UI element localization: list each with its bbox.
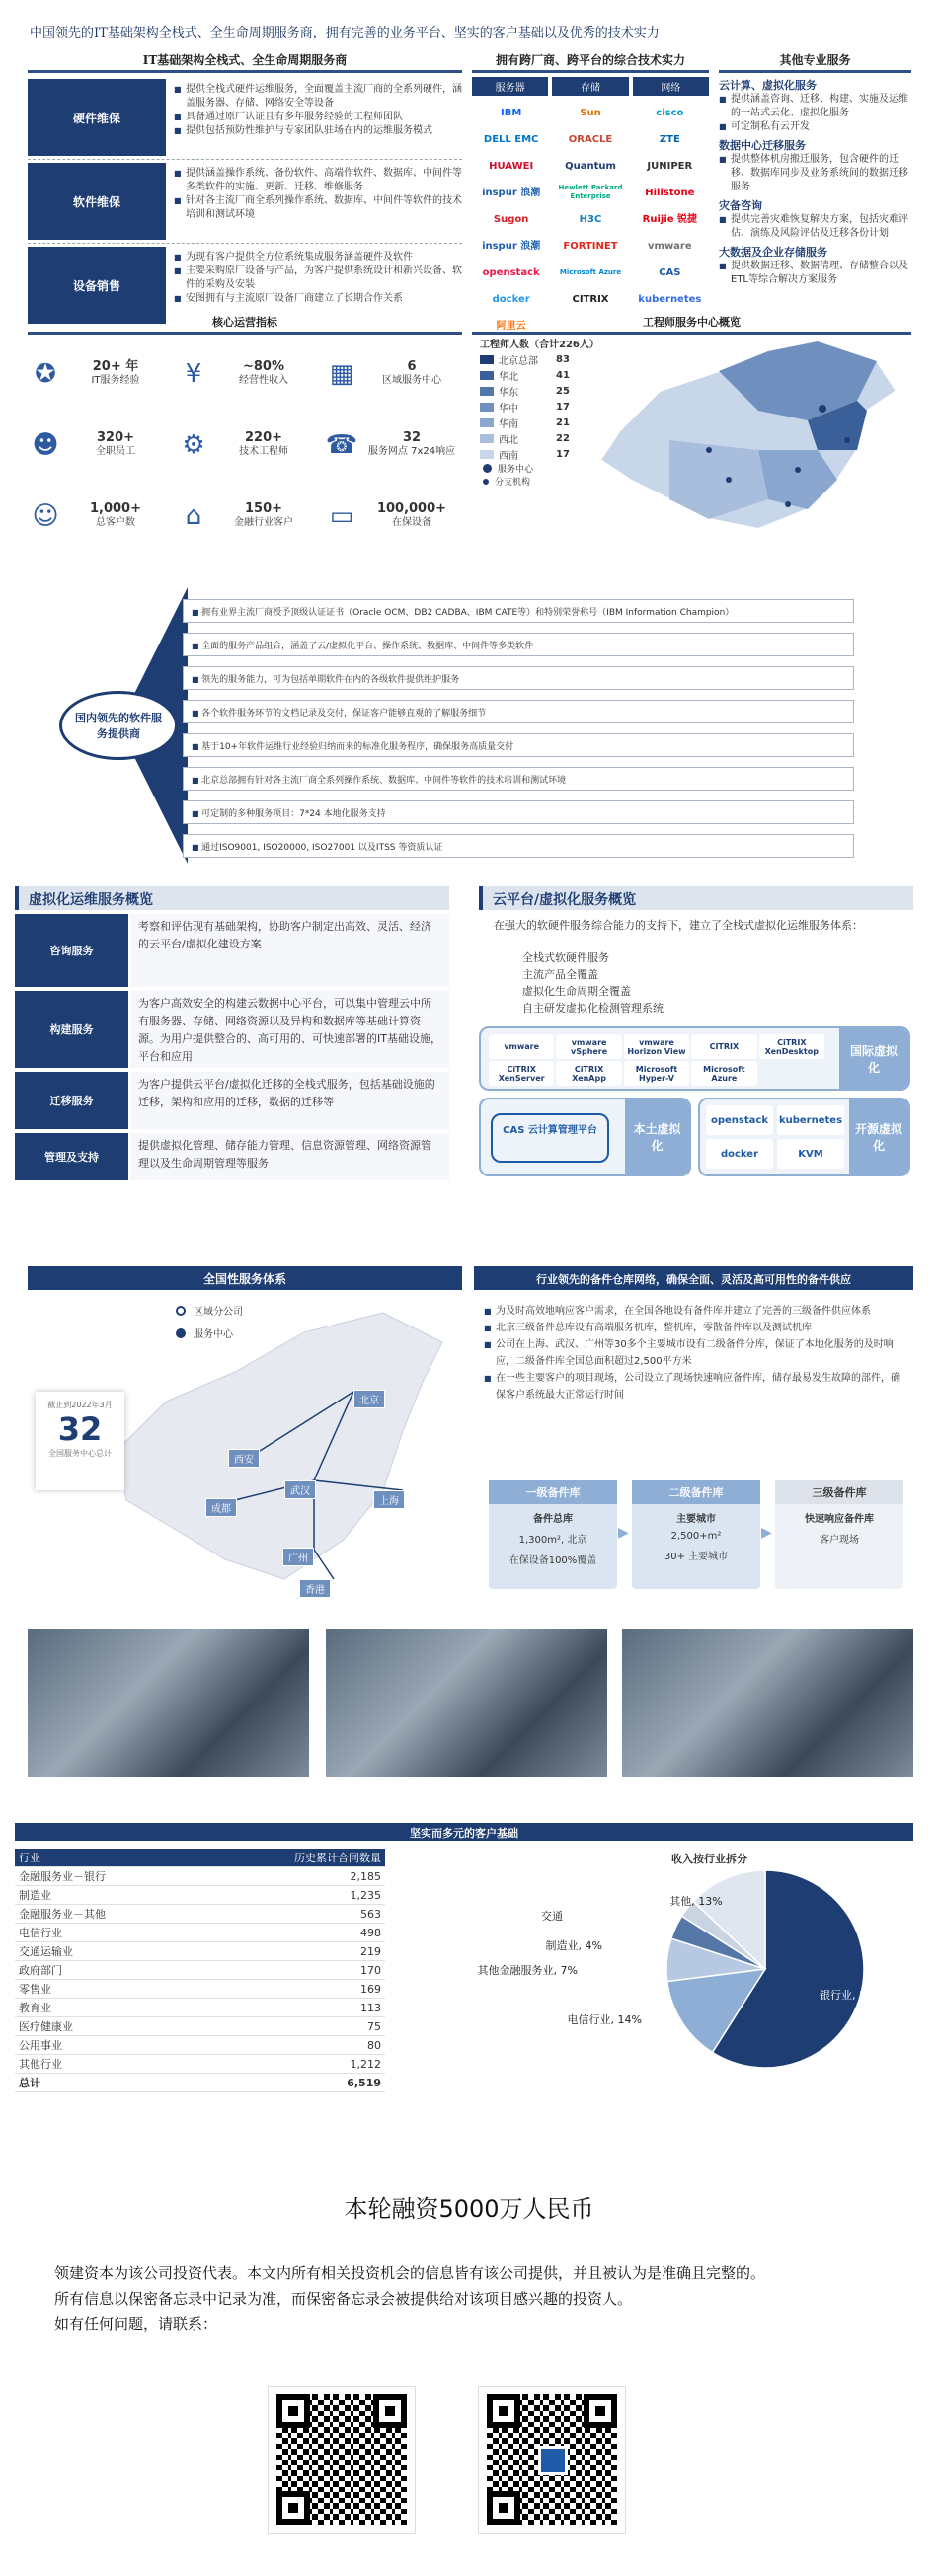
- virt-ops-title: 虚拟化运维服务概览: [15, 886, 449, 910]
- city-label: 北京: [353, 1390, 385, 1408]
- spare-tier-line: 客户现场: [820, 1535, 859, 1546]
- stat-label: 全职员工: [96, 446, 135, 457]
- vendor-logo-grid: [472, 100, 709, 339]
- service-row-item: ■ 为现有客户提供全方位系统集成服务涵盖硬件及软件: [174, 251, 462, 265]
- region-swatch: [480, 355, 494, 364]
- service-row-list: [174, 83, 462, 138]
- spare-tier: [775, 1480, 903, 1589]
- intl-virt-logo: CITRIX: [691, 1034, 756, 1059]
- stat-block: [28, 487, 166, 546]
- stat-label: 技术工程师: [239, 446, 288, 457]
- vendor-logo: Sun: [580, 107, 601, 118]
- stat-block: [28, 344, 166, 404]
- region-value: 17: [556, 402, 570, 413]
- virt-row-text: 考察和评估现有基础架构，协助客户制定出高效、灵活、经济的云平台/虚拟化建设方案: [130, 914, 449, 987]
- network-legend-row: [176, 1326, 243, 1340]
- cas-logo: CAS 云计算管理平台: [491, 1113, 609, 1163]
- leader-item: ■ 北京总部拥有针对各主流厂商全系列操作系统、数据库、中间件等软件的技术培训和测试环境: [183, 767, 854, 791]
- leader-item: ■ 拥有业界主流厂商授予顶级认证证书（Oracle OCM、DB2 CADBA、IBM CATE等）和特别荣誉称号（IBM Information Champion）: [183, 599, 854, 623]
- open-virt-label: 开源虚拟化: [849, 1099, 908, 1174]
- core-ops-title: 核心运营指标: [28, 314, 462, 335]
- pie-label: 制造业, 4%: [545, 1939, 602, 1952]
- industry-cell: 电信行业: [15, 1924, 200, 1942]
- spare-tier-line: 主要城市: [676, 1514, 716, 1525]
- region-name: 西南: [499, 451, 518, 462]
- other-service-group-title: 大数据及企业存储服务: [719, 246, 827, 259]
- pie-label: 其他, 13%: [669, 1895, 723, 1908]
- virt-row-text: 为客户高效安全的构建云数据中心平台，可以集中管理云中所有服务器、存储、网络资源以及异构和数据库等基础计算资源。为用户提供整合的、高可用的、可快速部署的IT基础设施，平台和应用: [130, 991, 449, 1068]
- industry-cell: 政府部门: [15, 1961, 200, 1980]
- spares-item: ■ 在一些主要客户的项目现场，公司设立了现场快速响应备件库，储存最易发生故障的部件，确保客户系统最大正常运行时间: [484, 1370, 908, 1403]
- contracts-cell: 2,185: [200, 1867, 386, 1886]
- region-name: 华南: [499, 419, 518, 430]
- region-name: 北京总部: [499, 356, 538, 367]
- industry-cell: 其他行业: [15, 2055, 200, 2074]
- table-row: [15, 2074, 385, 2092]
- contracts-cell: 169: [200, 1980, 386, 1999]
- service-row-list: [174, 251, 462, 306]
- region-swatch: [480, 418, 494, 427]
- china-map: [561, 332, 906, 539]
- vendor-logo: docker: [492, 293, 530, 305]
- region-value: 83: [556, 354, 570, 365]
- pie-title: 收入按行业拆分: [671, 1853, 747, 1865]
- engineer-title: 工程师服务中心概览: [472, 314, 911, 335]
- stat-label: 服务网点 7x24响应: [367, 446, 456, 457]
- vendor-logo: Hewlett Packard Enterprise: [558, 184, 623, 200]
- vendor-logo: Sugon: [493, 213, 529, 225]
- service-row-item: ■ 安图拥有与主流原厂设备厂商建立了长期合作关系: [174, 292, 462, 306]
- contracts-cell: 498: [200, 1924, 386, 1942]
- table-row: [15, 2036, 385, 2055]
- col-server: 服务器: [472, 77, 548, 96]
- spares-title: 行业领先的备件仓库网络，确保全面、灵活及高可用性的备件供应: [474, 1266, 913, 1290]
- funding-body: [54, 2260, 903, 2337]
- spares-list: [484, 1303, 908, 1403]
- vendor-logo: Microsoft Azure: [559, 267, 622, 276]
- table-row: [15, 1886, 385, 1905]
- tier-arrow-icon: ▶: [618, 1525, 629, 1541]
- intl-virt-logo: vmware Horizon View: [624, 1034, 689, 1059]
- contracts-cell: 563: [200, 1905, 386, 1924]
- data-center-photo-1: [28, 1629, 309, 1777]
- stat-block: [176, 416, 314, 475]
- legend-extra-label: 服务中心: [498, 465, 534, 475]
- service-row-item: ■ 针对各主流厂商全系列操作系统、数据库、中间件等软件的技术培训和测试环境: [174, 194, 462, 222]
- legend-extra-row: [480, 462, 598, 475]
- spare-tier: [632, 1480, 760, 1589]
- region-value: 22: [556, 433, 570, 444]
- service-center-label: 全国服务中心总计: [48, 1449, 112, 1458]
- region-value: 17: [556, 449, 570, 460]
- funding-title: 本轮融资5000万人民币: [344, 2195, 594, 2223]
- ecosystem-title: 拥有跨厂商、跨平台的综合技术实力: [472, 51, 709, 73]
- spare-tier-line: 在保设备100%覆盖: [508, 1555, 597, 1566]
- city-label: 西安: [228, 1449, 260, 1468]
- stat-block: [28, 416, 166, 475]
- vendor-logo: inspur 浪潮: [482, 187, 541, 198]
- leader-item: ■ 全面的服务产品组合，涵盖了云/虚拟化平台、操作系统、数据库、中间件等多类软件: [183, 633, 854, 656]
- spare-tier-title: 三级备件库: [775, 1480, 903, 1504]
- contracts-cell: 170: [200, 1961, 386, 1980]
- stat-block: [324, 344, 462, 404]
- engineer-panel: [472, 314, 911, 541]
- vendor-logo: Quantum: [565, 160, 616, 172]
- stat-value: 100,000+: [376, 501, 447, 516]
- other-service-item: ■ 提供数据迁移、数据清理、存储整合以及ETL等综合解决方案服务: [719, 260, 911, 287]
- service-row-item: ■ 提供涵盖操作系统、备份软件、高端作软件、数据库、中间件等多类软件的实施、更新、迁移、维修服务: [174, 167, 462, 194]
- as-of-date: 截止到2022年3月: [47, 1401, 113, 1409]
- open-virt-logo: docker: [706, 1139, 773, 1169]
- spares-item: ■ 为及时高效地响应客户需求，在全国各地设有备件库并建立了完善的三级备件供应体系: [484, 1303, 908, 1320]
- people-icon: ☺: [32, 501, 59, 531]
- pie-label: 其他金融服务业, 7%: [477, 1964, 578, 1977]
- industry-cell: 金融服务业－银行: [15, 1867, 200, 1886]
- vendor-logo: HUAWEI: [489, 160, 534, 172]
- funding-p3: 如有任何问题，请联系：: [54, 2315, 218, 2333]
- customers-table: [15, 1849, 385, 2092]
- table-row: [15, 2055, 385, 2074]
- service-row-label: 软件维保: [28, 163, 166, 240]
- table-row: [15, 1867, 385, 1886]
- network-legend-row: [176, 1303, 243, 1318]
- open-virt-logo: openstack: [706, 1105, 773, 1135]
- local-virt-box: [479, 1098, 691, 1176]
- intro-text: 中国领先的IT基础架构全栈式、全生命周期服务商，拥有完善的业务平台、坚实的客户基础以及优秀的技术实力: [30, 26, 660, 40]
- stat-text: [71, 502, 160, 530]
- network-map-panel: [28, 1293, 462, 1619]
- qr-code-2[interactable]: [479, 2387, 625, 2533]
- network-title: 全国性服务体系: [28, 1266, 462, 1290]
- region-value: 21: [556, 417, 570, 428]
- legend-extra-label: 分支机构: [495, 478, 531, 488]
- revenue-pie-chart: [477, 1865, 889, 2073]
- city-label: 香港: [299, 1579, 331, 1598]
- col-storage: 存储: [552, 77, 628, 96]
- service-row-item: ■ 提供全栈式硬件运维服务，全面覆盖主流厂商的全系列硬件，涵盖服务器、存储、网络安全等设备: [174, 83, 462, 111]
- pie-label: 电信行业, 14%: [567, 2013, 642, 2026]
- qr-code-1[interactable]: [269, 2387, 415, 2533]
- warehouse-photo: [622, 1629, 913, 1777]
- leader-item: ■ 各个软件服务环节的文档记录及交付，保证客户能够直观的了解服务细节: [183, 700, 854, 723]
- table-row: [15, 2017, 385, 2036]
- other-service-group-title: 数据中心迁移服务: [719, 139, 806, 152]
- cloud-bullet: 主流产品全覆盖: [522, 968, 598, 981]
- vendor-logo: ZTE: [659, 133, 680, 145]
- virt-row-label: 构建服务: [15, 991, 128, 1068]
- region-name: 华东: [499, 388, 518, 399]
- contracts-cell: 113: [200, 1999, 386, 2017]
- monitor-icon: ▭: [329, 501, 354, 531]
- vendor-logo: Hillstone: [645, 187, 695, 198]
- industry-cell: 零售业: [15, 1980, 200, 1999]
- cloud-title: 云平台/虚拟化服务概览: [479, 886, 913, 910]
- stat-value: 6: [407, 359, 417, 374]
- col-industry: 行业: [15, 1849, 200, 1867]
- leader-badge: 国内领先的软件服务提供商: [59, 691, 178, 760]
- table-row: [15, 1942, 385, 1961]
- ecosystem-panel: [472, 51, 709, 339]
- virt-row-label: 管理及支持: [15, 1133, 128, 1180]
- intl-virt-logo: CiTRIX XenApp: [556, 1061, 621, 1086]
- stat-value: 32: [402, 430, 422, 445]
- col-contracts: 历史累计合同数量: [200, 1849, 386, 1867]
- region-row: [480, 447, 598, 462]
- region-swatch: [480, 371, 494, 380]
- customers-title: 坚实而多元的客户基础: [15, 1823, 913, 1841]
- open-virt-logo: kubernetes: [777, 1105, 844, 1135]
- vendor-logo: JUNIPER: [647, 160, 693, 172]
- intl-virt-label: 国际虚拟化: [839, 1028, 908, 1089]
- service-row-item: ■ 主要采购原厂设备与产品，为客户提供系统设计和新兴设备、软件的采购及安装: [174, 265, 462, 292]
- engineer-legend-title: 工程师人数（合计226人）: [480, 340, 599, 350]
- stat-label: IT服务经验: [91, 375, 140, 386]
- other-services-panel: [719, 51, 911, 287]
- branch-icon: [483, 479, 489, 485]
- stat-text: [219, 502, 308, 530]
- virt-row-label: 迁移服务: [15, 1072, 128, 1129]
- industry-cell: 总计: [15, 2074, 200, 2092]
- pie-label: 银行业, 59%: [820, 1989, 884, 2002]
- other-service-list: [719, 213, 911, 241]
- intl-virt-logo: vmware vSphere: [556, 1034, 621, 1059]
- table-row: [15, 1961, 385, 1980]
- other-service-item: ■ 提供涵盖咨询、迁移、构建、实施及运维的一站式云化、虚拟化服务: [719, 93, 911, 120]
- stat-block: [176, 487, 314, 546]
- city-label: 成都: [205, 1498, 237, 1517]
- region-swatch: [480, 403, 494, 412]
- virt-row-text: 提供虚拟化管理、储存能力管理、信息资源管理、网络资源管理以及生命周期管理等服务: [130, 1133, 449, 1180]
- vendor-logo: cisco: [656, 107, 684, 118]
- virt-row-label: 咨询服务: [15, 914, 128, 987]
- leader-item: ■ 基于10+年软件运维行业经验归纳而来的标准化服务程序，确保服务高质量交付: [183, 733, 854, 757]
- other-services-title: 其他专业服务: [719, 51, 911, 73]
- service-row-item: ■ 提供包括预防性维护与专家团队驻场在内的运维服务模式: [174, 124, 462, 138]
- other-service-item: ■ 提供整体机房搬迁服务，包含硬件的迁移、数据库同步及业务系统间的数据迁移服务: [719, 153, 911, 194]
- staff-icon: ☻: [32, 430, 59, 460]
- region-row: [480, 400, 598, 415]
- stat-value: 20+ 年: [92, 359, 139, 374]
- industry-cell: 教育业: [15, 1999, 200, 2017]
- region-name: 华北: [499, 372, 518, 383]
- spare-tier-line: 快速响应备件库: [805, 1514, 874, 1525]
- stat-label: 在保设备: [392, 517, 431, 528]
- it-services-panel: [28, 51, 462, 330]
- legend-extra-row: [480, 475, 598, 488]
- stat-label: 总客户数: [96, 517, 135, 528]
- stat-text: [71, 431, 160, 459]
- other-service-list: [719, 93, 911, 134]
- spare-tier-line: 30+ 主要城市: [664, 1552, 729, 1562]
- row-divider: [28, 243, 462, 244]
- vendor-logo: inspur 浪潮: [482, 240, 541, 252]
- region-row: [480, 368, 598, 383]
- stat-label: 区域服务中心: [382, 375, 441, 386]
- service-center-count: 32: [57, 1410, 103, 1448]
- table-row: [15, 1924, 385, 1942]
- other-service-list: [719, 260, 911, 287]
- region-swatch: [480, 434, 494, 443]
- region-swatch: [480, 450, 494, 459]
- service-row-list: [174, 167, 462, 222]
- spare-tier-line: 1,300m², 北京: [518, 1535, 587, 1546]
- cloud-intro: 在强大的软硬件服务综合能力的支持下，建立了全栈式虚拟化运维服务体系：: [494, 919, 863, 932]
- region-row: [480, 416, 598, 430]
- cloud-bullet: 全栈式软硬件服务: [522, 951, 609, 964]
- other-service-item: ■ 提供完善灾难恢复解决方案，包括灾难评估、演练及风险评估及迁移各份计划: [719, 213, 911, 241]
- vendor-logo: H3C: [579, 213, 602, 225]
- region-row: [480, 352, 598, 367]
- vendor-logo: 阿里云: [496, 320, 526, 332]
- other-service-list: [719, 153, 911, 194]
- other-service-item: ■ 可定制私有云开发: [719, 120, 911, 134]
- service-network-map: [87, 1303, 452, 1599]
- col-network: 网络: [633, 77, 709, 96]
- stat-label: 金融行业客户: [234, 517, 293, 528]
- city-label: 广州: [282, 1548, 314, 1566]
- spare-tier-title: 二级备件库: [632, 1480, 760, 1504]
- contracts-cell: 1,235: [200, 1886, 386, 1905]
- industry-cell: 医疗健康业: [15, 2017, 200, 2036]
- row-divider: [28, 159, 462, 160]
- other-service-group-title: 云计算、虚拟化服务: [719, 79, 817, 92]
- contracts-cell: 75: [200, 2017, 386, 2036]
- vendor-logo: FORTINET: [563, 240, 618, 252]
- service-center-count-card: [36, 1392, 124, 1490]
- stat-value: 320+: [96, 430, 135, 445]
- stat-value: 220+: [244, 430, 283, 445]
- bank-icon: ⌂: [185, 501, 202, 531]
- stat-value: ~80%: [242, 359, 284, 374]
- region-row: [480, 384, 598, 399]
- stat-text: [71, 360, 160, 388]
- region-value: 41: [556, 370, 570, 381]
- network-legend-label: 服务中心: [194, 1329, 233, 1340]
- leader-item: ■ 通过ISO9001, ISO20000, ISO27001 以及ITSS 等资质认证: [183, 834, 854, 858]
- vendor-logo: vmware: [648, 240, 692, 252]
- data-center-photo-2: [326, 1629, 607, 1777]
- spares-item: ■ 北京三级备件总库设有高端服务机库，整机库，零散备件库以及测试机库: [484, 1320, 908, 1336]
- intl-virt-logo: Microsoft Hyper-V: [624, 1061, 689, 1086]
- vendor-logo: CITRIX: [572, 293, 609, 305]
- vendor-logo: DELL EMC: [483, 133, 539, 145]
- industry-cell: 交通运输业: [15, 1942, 200, 1961]
- building-icon: ▦: [329, 359, 354, 389]
- city-label: 上海: [373, 1490, 405, 1509]
- engineer-icon: ⚙: [182, 430, 205, 460]
- table-row: [15, 1905, 385, 1924]
- contracts-cell: 1,212: [200, 2055, 386, 2074]
- local-virt-label: 本土虚拟化: [625, 1099, 689, 1174]
- table-row: [15, 1980, 385, 1999]
- contracts-cell: 219: [200, 1942, 386, 1961]
- customers-table-wrap: [15, 1849, 385, 2092]
- contracts-cell: 80: [200, 2036, 386, 2055]
- stat-text: [367, 360, 456, 388]
- stat-block: [324, 416, 462, 475]
- leader-item: ■ 可定制的多种服务项目：7*24 本地化服务支持: [183, 800, 854, 824]
- city-label: 武汉: [284, 1480, 316, 1499]
- stat-block: [176, 344, 314, 404]
- vendor-logo: openstack: [482, 266, 540, 278]
- industry-cell: 制造业: [15, 1886, 200, 1905]
- region-swatch: [480, 387, 494, 396]
- region-value: 25: [556, 386, 570, 397]
- stat-label: 经营性收入: [239, 375, 288, 386]
- service-row-item: ■ 具备通过原厂认证且有多年服务经验的工程师团队: [174, 111, 462, 124]
- intl-virt-logo: vmware: [489, 1034, 554, 1059]
- yuan-icon: ¥: [185, 359, 202, 389]
- vendor-logo: kubernetes: [638, 293, 702, 305]
- stat-value: 1,000+: [89, 501, 141, 516]
- vendor-logo: CAS: [659, 266, 681, 278]
- service-center-dot: [176, 1328, 186, 1338]
- network-legend-label: 区域分公司: [194, 1307, 243, 1318]
- open-virt-logo: KVM: [777, 1139, 844, 1169]
- spares-item: ■ 公司在上海、武汉、广州等30多个主要城市设有二级备件分库，保证了本地化服务的及时响应，二级备件库全国总面积超过2,500平方米: [484, 1336, 908, 1370]
- open-virt-box: [698, 1098, 910, 1176]
- service-row-label: 硬件维保: [28, 79, 166, 156]
- leader-item: ■ 领先的服务能力，可为包括单期软件在内的各级软件提供维护服务: [183, 666, 854, 690]
- funding-p1: 领建资本为该公司投资代表。本文内所有相关投资机会的信息皆有该公司提供，并且被认为是准确且完整的。: [54, 2264, 766, 2282]
- table-row: [15, 1999, 385, 2017]
- vendor-logo: ORACLE: [568, 133, 613, 145]
- region-row: [480, 431, 598, 446]
- spare-tier-title: 一级备件库: [489, 1480, 617, 1504]
- intl-virt-logo: Microsoft Azure: [691, 1061, 756, 1086]
- other-service-group-title: 灾备咨询: [719, 199, 762, 212]
- it-services-title: IT基础架构全栈式、全生命周期服务商: [28, 51, 462, 73]
- vendor-logo: IBM: [501, 107, 522, 118]
- contracts-cell: 6,519: [200, 2074, 386, 2092]
- service-row-label: 设备销售: [28, 247, 166, 324]
- award-icon: ✪: [35, 359, 56, 389]
- cloud-bullet: 虚拟化生命周期全覆盖: [522, 985, 631, 998]
- stat-block: [324, 487, 462, 546]
- region-name: 西北: [499, 435, 518, 446]
- stat-text: [219, 360, 308, 388]
- spare-tier: [489, 1480, 617, 1589]
- core-ops-panel: [28, 314, 462, 562]
- phone-icon: ☎: [325, 430, 358, 460]
- spare-tier-line: 2,500+m²: [670, 1531, 722, 1542]
- intl-virt-logo: CiTRIX XenDesktop: [759, 1034, 824, 1059]
- branch-marker-icon: [176, 1306, 186, 1316]
- virt-row-text: 为客户提供云平台/虚拟化迁移的全栈式服务，包括基础设施的迁移，架构和应用的迁移，数据的迁移等: [130, 1072, 449, 1129]
- intl-virt-logo: CiTRIX XenServer: [489, 1061, 554, 1086]
- pie-label: 交通: [541, 1910, 563, 1923]
- stat-text: [367, 502, 456, 530]
- intl-virt-box: [479, 1026, 910, 1091]
- spare-tier-line: 备件总库: [533, 1514, 573, 1525]
- tier-arrow-icon: ▶: [761, 1525, 772, 1541]
- stat-value: 150+: [244, 501, 283, 516]
- industry-cell: 公用事业: [15, 2036, 200, 2055]
- region-name: 华中: [499, 404, 518, 415]
- stat-text: [367, 431, 456, 459]
- vendor-logo: Ruijie 锐捷: [642, 213, 698, 225]
- stat-text: [219, 431, 308, 459]
- funding-p2: 所有信息以保密备忘录中记录为准，而保密备忘录会被提供给对该项目感兴趣的投资人。: [54, 2290, 633, 2308]
- service-center-icon: [483, 464, 492, 473]
- cloud-bullet: 自主研发虚拟化检测管理系统: [522, 1002, 664, 1015]
- industry-cell: 金融服务业－其他: [15, 1905, 200, 1924]
